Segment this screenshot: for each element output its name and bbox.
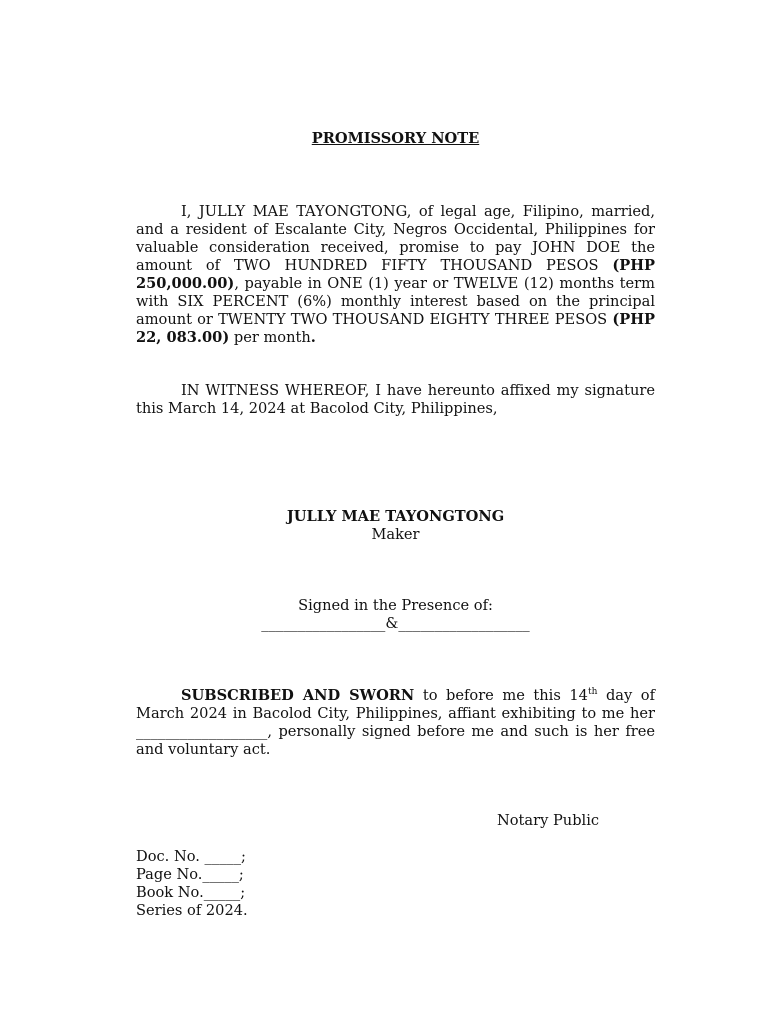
maker-name: JULLY MAE TAYONGTONG [286, 508, 505, 525]
book-no: Book No._____; [136, 884, 246, 901]
doc-no: Doc. No. _____; [136, 848, 246, 865]
promise-paragraph [136, 203, 655, 347]
promise-text-1: I, JULLY MAE TAYONGTONG, of legal age, Filipino, married, and a resident of Escalante City, Negros Occidental, Philippines for valuable consideration received, promise to pay JOHN DOE the amount of TWO HUNDRED FIFTY THOUSAND PESOS [136, 203, 655, 274]
jurat-paragraph [136, 687, 655, 759]
promise-period: . [310, 329, 316, 346]
jurat-superscript: th [587, 687, 598, 698]
notarial-register [136, 848, 248, 920]
jurat-bold: SUBSCRIBED AND SWORN [181, 687, 415, 704]
series: Series of 2024. [136, 902, 248, 919]
document-title: PROMISSORY NOTE [311, 130, 480, 147]
witness-signature-lines: _________________&__________________ [261, 615, 530, 632]
principal-amount: (PHP 250,000.00) [136, 257, 655, 292]
maker-role: Maker [371, 526, 420, 543]
jurat-text-1: to before me this 14 [414, 687, 588, 704]
monthly-amount: (PHP 22, 083.00) [136, 311, 655, 346]
promise-text-2: , payable in ONE (1) year or TWELVE (12) months term with SIX PERCENT (6%) monthly interest based on the principal amount or TWENTY TWO THOUSAND EIGHTY THREE PESOS [136, 275, 655, 328]
witness-label: Signed in the Presence of: [298, 597, 493, 614]
witness-paragraph: IN WITNESS WHEREOF, I have hereunto affixed my signature this March 14, 2024 at Bacolod City, Philippines, [136, 382, 655, 417]
page-no: Page No._____; [136, 866, 244, 883]
promise-text-3: per month [229, 329, 311, 346]
notary-public-label: Notary Public [497, 812, 600, 829]
jurat-text-2: day of March 2024 in Bacolod City, Philippines, affiant exhibiting to me her __________________, personally signed before me and such is her free and voluntary act. [136, 687, 655, 758]
